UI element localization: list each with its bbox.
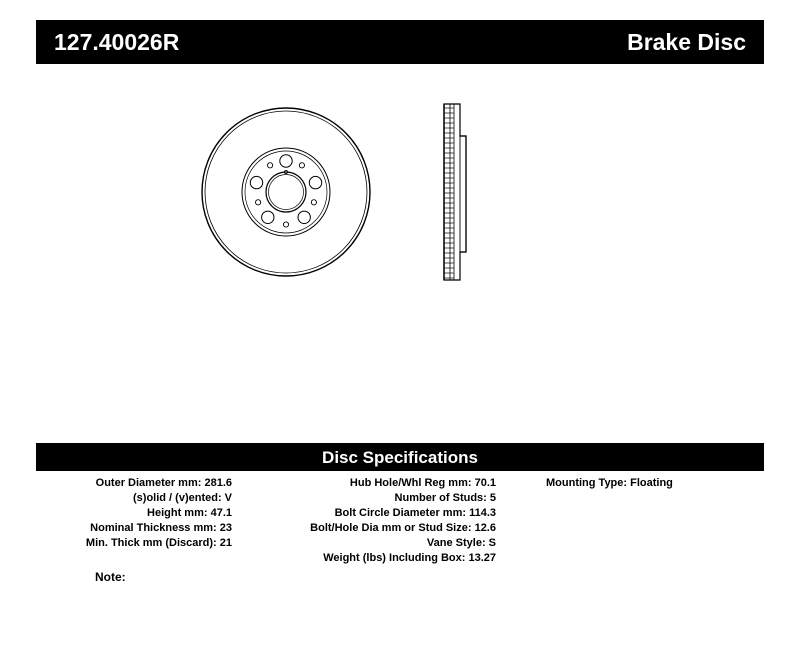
page-title: Brake Disc xyxy=(627,28,746,55)
spec-item: Mounting Type: Floating xyxy=(546,477,673,489)
header-bar xyxy=(36,20,764,64)
spec-section-header xyxy=(36,443,764,471)
spec-item: (s)olid / (v)ented: V xyxy=(133,492,232,504)
note-label: Note: xyxy=(95,570,126,584)
rotor-front-view xyxy=(202,108,370,276)
spec-column-middle xyxy=(260,476,496,566)
spec-item: Number of Studs: 5 xyxy=(394,492,496,504)
spec-item: Bolt Circle Diameter mm: 114.3 xyxy=(334,507,496,519)
spec-item: Nominal Thickness mm: 23 xyxy=(90,522,232,534)
rotor-side-view xyxy=(444,104,466,280)
spec-item: Outer Diameter mm: 281.6 xyxy=(95,477,232,489)
spec-column-left xyxy=(36,476,232,551)
spec-item: Min. Thick mm (Discard): 21 xyxy=(85,537,232,549)
spec-section-title: Disc Specifications xyxy=(322,447,478,467)
spec-item: Hub Hole/Whl Reg mm: 70.1 xyxy=(349,477,496,489)
spec-item: Height mm: 47.1 xyxy=(147,507,232,519)
spec-item: Bolt/Hole Dia mm or Stud Size: 12.6 xyxy=(310,522,496,534)
spec-item: Vane Style: S xyxy=(426,537,496,549)
technical-drawing xyxy=(36,80,764,420)
spec-item: Weight (lbs) Including Box: 13.27 xyxy=(323,552,496,564)
part-number: 127.40026R xyxy=(54,28,180,55)
spec-column-right xyxy=(546,476,764,491)
